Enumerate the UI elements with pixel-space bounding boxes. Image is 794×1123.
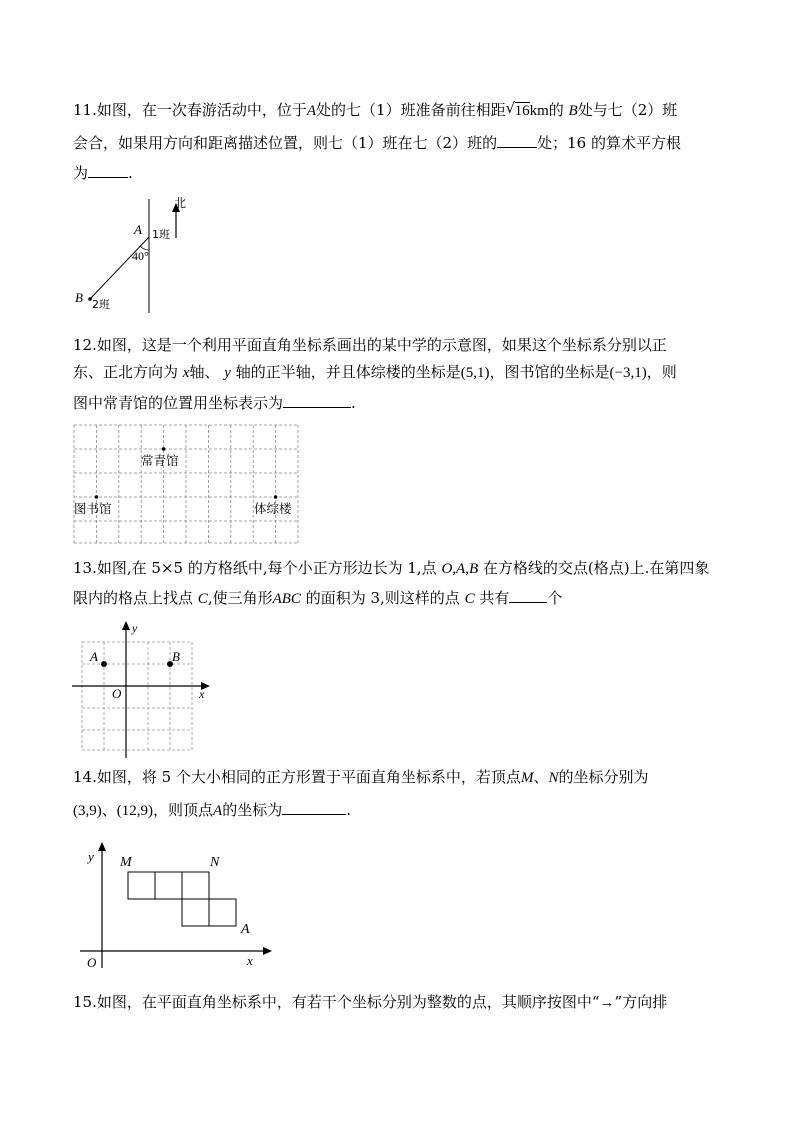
points-oab: O,A,B: [441, 561, 479, 577]
fig-label-a: A: [134, 222, 142, 237]
q12-line-2: [73, 362, 677, 383]
point-c: C: [197, 591, 208, 607]
coord-m: (3,9): [73, 803, 102, 819]
vertex-n: N: [548, 770, 559, 786]
q13-text: 13.如图,在 5×5 的方格纸中,每个小正方形边长为 1,点: [73, 559, 437, 577]
answer-blank[interactable]: [497, 133, 537, 148]
q11-text: 会合，如果用方向和距离描述位置，则七（1）班在七（2）班的: [73, 134, 498, 152]
squares: [128, 872, 236, 926]
q11-text: 处；16 的算术平方根: [537, 134, 681, 152]
q14-text: 、: [101, 801, 117, 819]
q12-line-1: [73, 335, 667, 355]
point-a-dot: [101, 661, 107, 667]
q12-line-3: [73, 393, 356, 413]
q12-figure: [74, 425, 300, 545]
library-label: 图书馆: [74, 501, 112, 516]
q13-text: 限内的格点上找点: [73, 589, 194, 607]
q14-text: 、: [533, 768, 549, 786]
q13-text: ,使三角形: [207, 589, 273, 607]
q11-line-3: [73, 163, 133, 183]
q14-figure: [80, 838, 280, 973]
grid: [74, 425, 298, 543]
q13-line-2: [73, 588, 562, 609]
class1-label: 1班: [152, 228, 170, 241]
a-label: A: [241, 922, 250, 937]
x-label: x: [199, 687, 205, 701]
coord-library: (−3,1): [609, 365, 647, 381]
arrow-icon: →: [599, 995, 615, 1011]
vertex-a: A: [213, 803, 223, 819]
q15-line-1: [73, 992, 667, 1013]
var-y: y: [224, 365, 231, 381]
o-label: O: [87, 955, 97, 970]
q11-text: .: [128, 164, 133, 182]
fig-label-b: B: [75, 290, 83, 305]
m-label: M: [120, 855, 132, 870]
angle-label: 40°: [132, 249, 149, 263]
answer-blank[interactable]: [282, 800, 346, 815]
q12-text: 东、正北方向为: [73, 363, 179, 381]
q12-text: 轴的正半轴，并且体综楼的坐标是: [235, 363, 461, 381]
q12-text: 轴、: [189, 363, 220, 381]
q14-text: 的坐标分别为: [558, 768, 649, 786]
y-label: y: [132, 621, 138, 635]
gym-dot: [274, 495, 278, 499]
q12-text: 图中常青馆的位置用坐标表示为: [73, 394, 284, 412]
triangle-abc: ABC: [272, 591, 301, 607]
coord-gym: (5,1): [460, 365, 490, 381]
gym-label: 体综楼: [254, 501, 292, 516]
unit: km: [529, 103, 549, 119]
q11-text: 处的七（1）班准备前往相距: [316, 101, 506, 119]
changqing-label: 常青馆: [141, 453, 179, 468]
y-arrow-icon: [122, 621, 130, 630]
changqing-dot: [162, 447, 166, 451]
a-label: A: [90, 649, 98, 664]
point-c: C: [464, 591, 475, 607]
q11-text: 的: [548, 101, 564, 119]
library-dot: [95, 495, 99, 499]
north-label: 北: [174, 196, 187, 210]
q13-text: 个: [547, 589, 563, 607]
q13-figure: [72, 620, 217, 760]
q14-text: 14.如图，将 5 个大小相同的正方形置于平面直角坐标系中，若顶点: [73, 768, 521, 786]
point-a: A: [306, 103, 317, 119]
n-label: N: [210, 855, 220, 870]
point-b: B: [568, 103, 578, 119]
radicand: 16: [514, 103, 530, 119]
class2-label: 2班: [92, 298, 110, 311]
q11-line-1: [73, 100, 677, 121]
y-arrow-icon: [98, 842, 106, 851]
answer-blank[interactable]: [88, 163, 128, 178]
y-label: y: [88, 849, 94, 864]
q14-line-1: [73, 767, 648, 788]
q13-line-1: [73, 558, 709, 579]
b-label: B: [172, 649, 180, 664]
x-arrow-icon: [263, 947, 272, 955]
q11-text: 为: [73, 164, 89, 182]
q11-text: 处与七（2）班: [577, 101, 678, 119]
vertex-m: M: [520, 770, 534, 786]
answer-blank[interactable]: [509, 588, 547, 603]
var-x: x: [182, 365, 190, 381]
q12-text: .: [351, 394, 356, 412]
q13-text: 共有: [479, 589, 510, 607]
coord-n: (12,9): [116, 803, 154, 819]
q13-text: 的面积为 3,则这样的点: [305, 589, 460, 607]
q12-text: ，图书馆的坐标是: [489, 363, 610, 381]
q15-text: ”方向排: [614, 993, 668, 1011]
sqrt-expression: √ 16: [505, 99, 530, 119]
answer-blank[interactable]: [283, 393, 351, 408]
q14-line-2: [73, 800, 351, 821]
q13-text: 在方格线的交点(格点)上.在第四象: [482, 559, 710, 577]
q11-line-2: [73, 133, 681, 153]
q14-text: .: [346, 801, 351, 819]
x-label: x: [247, 953, 253, 968]
q15-text: 15.如图，在平面直角坐标系中，有若干个坐标分别为整数的点，其顺序按图中“: [73, 993, 600, 1011]
q12-text: ，则: [646, 363, 677, 381]
q11-figure: [70, 195, 200, 320]
q11-text: 11.如图，在一次春游活动中，位于: [73, 101, 307, 119]
q14-text: ，则顶点: [153, 801, 214, 819]
o-label: O: [112, 686, 122, 701]
q12-text: 12.如图，这是一个利用平面直角坐标系画出的某中学的示意图，如果这个坐标系分别以正: [73, 336, 667, 354]
q14-text: 的坐标为: [222, 801, 283, 819]
